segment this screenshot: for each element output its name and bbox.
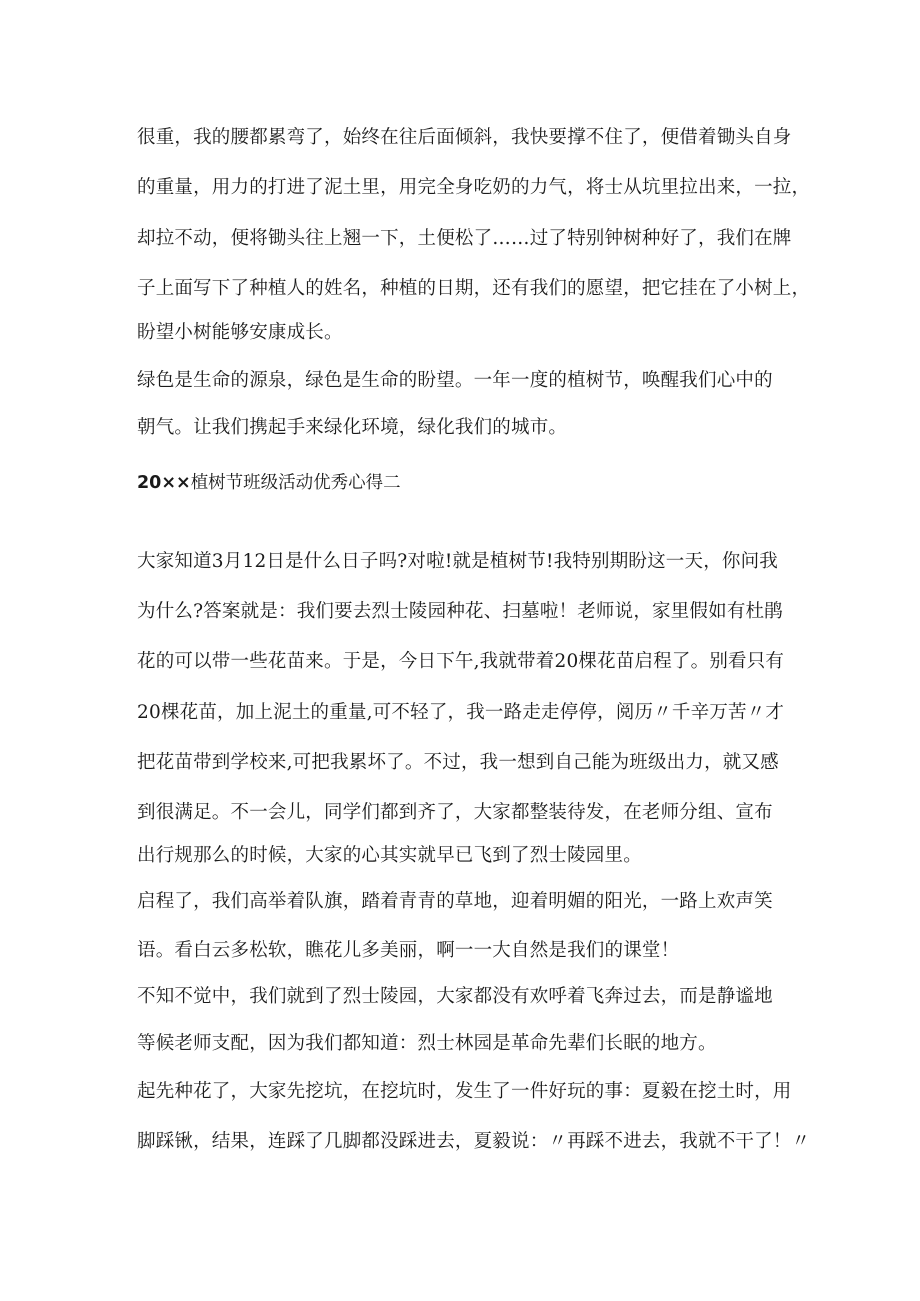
text-line: 启程了，我们高举着队旗，踏着青青的草地，迎着明媚的阳光，一路上欢声笑 bbox=[137, 891, 773, 912]
heading-text: 植树节班级活动优秀心得二 bbox=[190, 473, 401, 493]
text-line: 把花苗带到学校来,可把我累坏了。不过，我一想到自己能为班级出力，就又感 bbox=[137, 752, 779, 773]
text-line: 盼望小树能够安康成长。 bbox=[137, 322, 343, 343]
section-heading bbox=[137, 469, 401, 494]
text-line: 大家知道3月12日是什么日子吗?对啦!就是植树节!我特别期盼这一天，你问我 bbox=[137, 551, 779, 572]
text-line: 绿色是生命的源泉，绿色是生命的盼望。一年一度的植树节，唤醒我们心中的 bbox=[137, 370, 773, 391]
text-line: 的重量，用力的打进了泥土里，用完全身吃奶的力气，将士从坑里拉出来，一拉， bbox=[137, 177, 811, 198]
text-line: 不知不觉中，我们就到了烈士陵园，大家都没有欢呼着飞奔过去，而是静谧地 bbox=[137, 986, 773, 1007]
text-line: 却拉不动，便将锄头往上翘一下，土便松了……过了特别钟树种好了，我们在牌 bbox=[137, 228, 792, 249]
text-line: 到很满足。不一会儿，同学们都到齐了，大家都整装待发，在老师分组、宣布 bbox=[137, 802, 773, 823]
text-line: 脚踩锹，结果，连踩了几脚都没踩进去，夏毅说：〃再踩不进去，我就不干了！〃 bbox=[137, 1131, 811, 1152]
text-line: 等候老师支配，因为我们都知道：烈士林园是革命先辈们长眠的地方。 bbox=[137, 1033, 717, 1054]
text-line: 花的可以带一些花苗来。于是，今日下午,我就带着20棵花苗启程了。别看只有 bbox=[137, 651, 785, 672]
text-line: 很重，我的腰都累弯了，始终在往后面倾斜，我快要撑不住了，便借着锄头自身 bbox=[137, 127, 792, 148]
text-line: 起先种花了，大家先挖坑，在挖坑时，发生了一件好玩的事：夏毅在挖土时，用 bbox=[137, 1081, 792, 1102]
text-line: 为什么?答案就是：我们要去烈士陵园种花、扫墓啦！老师说，家里假如有杜鹃 bbox=[137, 601, 783, 622]
text-line: 朝气。让我们携起手来绿化环境，绿化我们的城市。 bbox=[137, 417, 568, 438]
heading-year: 20×× bbox=[137, 473, 191, 493]
text-line: 20棵花苗，加上泥土的重量,可不轻了，我一路走走停停，阅历〃千辛万苦〃才 bbox=[137, 702, 785, 723]
text-line: 出行规那么的时候，大家的心其实就早已飞到了烈士陵园里。 bbox=[137, 845, 642, 866]
text-line: 子上面写下了种植人的姓名，种植的日期，还有我们的愿望，把它挂在了小树上， bbox=[137, 278, 811, 299]
text-line: 语。看白云多松软，瞧花儿多美丽，啊一一大自然是我们的课堂！ bbox=[137, 940, 680, 961]
